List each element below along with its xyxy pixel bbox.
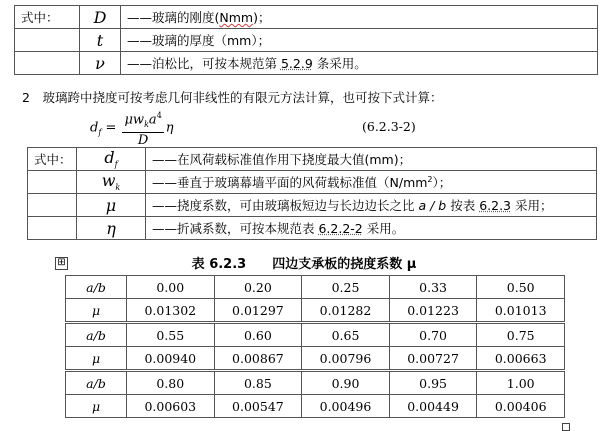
- ratio-row: [66, 371, 565, 395]
- ratio-cell: 0.25: [302, 276, 390, 299]
- equation-number: (6.2.3-2): [362, 119, 416, 134]
- ratio-row: [66, 323, 565, 347]
- formula-numerator: $\mu w_ka^4$: [122, 108, 163, 133]
- row-prefix: 式中：: [15, 6, 80, 29]
- row-prefix: [28, 194, 77, 217]
- ratio-cell: 0.65: [302, 323, 390, 347]
- symbol: t: [80, 29, 121, 52]
- ratio-cell: 0.50: [477, 276, 565, 299]
- symbol-description: ——泊松比，可按本规范第 5.2.9 条采用。: [121, 52, 598, 75]
- coefficient-row: [66, 299, 565, 323]
- row-prefix: [15, 52, 80, 75]
- symbol-row: [15, 29, 598, 52]
- row-prefix: 式中：: [28, 148, 77, 171]
- coefficient-row: [66, 347, 565, 371]
- ratio-row: [66, 276, 565, 299]
- symbol-row: [28, 217, 597, 240]
- coefficient-cell: 0.00940: [127, 347, 215, 371]
- ratio-cell: 1.00: [477, 371, 565, 395]
- ratio-cell: 0.80: [127, 371, 215, 395]
- coefficient-cell: 0.01223: [389, 299, 477, 323]
- ratio-cell: 0.85: [214, 371, 302, 395]
- coefficient-cell: 0.00496: [302, 395, 390, 418]
- symbol: $w_k$: [77, 171, 146, 194]
- ratio-label: a/b: [66, 371, 127, 395]
- symbol: $d_f$: [77, 148, 146, 171]
- paragraph: 2 玻璃跨中挠度可按考虑几何非线性的有限元方法计算，也可按下式计算：: [22, 90, 443, 105]
- coefficient-cell: 0.00867: [214, 347, 302, 371]
- coefficient-cell: 0.00547: [214, 395, 302, 418]
- formula-denominator: D: [137, 132, 149, 148]
- symbol-description: ——挠度系数，可由玻璃板短边与长边边长之比 a / b 按表 6.2.3 采用；: [146, 194, 597, 217]
- coefficient-cell: 0.01282: [302, 299, 390, 323]
- symbol-description: ——折减系数，可按本规范表 6.2.2-2 采用。: [146, 217, 597, 240]
- coefficient-cell: 0.00449: [389, 395, 477, 418]
- symbol-row: [28, 194, 597, 217]
- row-prefix: [28, 217, 77, 240]
- mu-label: μ: [66, 395, 127, 418]
- symbol-description: ——在风荷载标准值作用下挠度最大值(mm)；: [146, 148, 597, 171]
- formula-lhs: d: [90, 120, 99, 136]
- symbol-row: [28, 171, 597, 194]
- formula-eq: =: [105, 120, 117, 136]
- coefficient-cell: 0.00663: [477, 347, 565, 371]
- ratio-cell: 0.70: [389, 323, 477, 347]
- symbol-description: ——玻璃的厚度（mm）；: [121, 29, 598, 52]
- coefficient-cell: 0.01013: [477, 299, 565, 323]
- symbol-row: [15, 6, 598, 29]
- ratio-cell: 0.55: [127, 323, 215, 347]
- symbol-table-2: [27, 147, 597, 240]
- coefficient-cell: 0.01302: [127, 299, 215, 323]
- row-prefix: [28, 171, 77, 194]
- ratio-label: a/b: [66, 323, 127, 347]
- table-resize-handle[interactable]: [562, 423, 570, 431]
- ratio-cell: 0.60: [214, 323, 302, 347]
- symbol-description: ——玻璃的刚度(Nmm)；: [121, 6, 598, 29]
- mu-label: μ: [66, 347, 127, 371]
- symbol-table-1: [14, 5, 598, 75]
- ratio-cell: 0.95: [389, 371, 477, 395]
- ratio-cell: 0.90: [302, 371, 390, 395]
- row-prefix: [15, 29, 80, 52]
- coefficient-row: [66, 395, 565, 418]
- coefficient-cell: 0.00727: [389, 347, 477, 371]
- formula-lhs-sub: f: [98, 128, 102, 138]
- coefficient-cell: 0.01297: [214, 299, 302, 323]
- coefficient-table: [65, 275, 565, 418]
- table-move-handle-icon[interactable]: ⊞: [55, 257, 68, 270]
- symbol: D: [80, 6, 121, 29]
- symbol: η: [77, 217, 146, 240]
- symbol-row: [15, 52, 598, 75]
- formula: [90, 108, 174, 148]
- ratio-cell: 0.20: [214, 276, 302, 299]
- table-caption: 表 6.2.3 四边支承板的挠度系数 μ: [191, 257, 417, 272]
- ratio-label: a/b: [66, 276, 127, 299]
- coefficient-cell: 0.00603: [127, 395, 215, 418]
- formula-eta: η: [165, 120, 174, 136]
- formula-fraction: [122, 108, 163, 148]
- mu-label: μ: [66, 299, 127, 323]
- ratio-cell: 0.33: [389, 276, 477, 299]
- coefficient-cell: 0.00406: [477, 395, 565, 418]
- symbol: ν: [80, 52, 121, 75]
- symbol-description: ——垂直于玻璃幕墙平面的风荷载标准值$(N/mm^2)$；: [146, 171, 597, 194]
- ratio-cell: 0.75: [477, 323, 565, 347]
- coefficient-cell: 0.00796: [302, 347, 390, 371]
- symbol-row: [28, 148, 597, 171]
- symbol: μ: [77, 194, 146, 217]
- ratio-cell: 0.00: [127, 276, 215, 299]
